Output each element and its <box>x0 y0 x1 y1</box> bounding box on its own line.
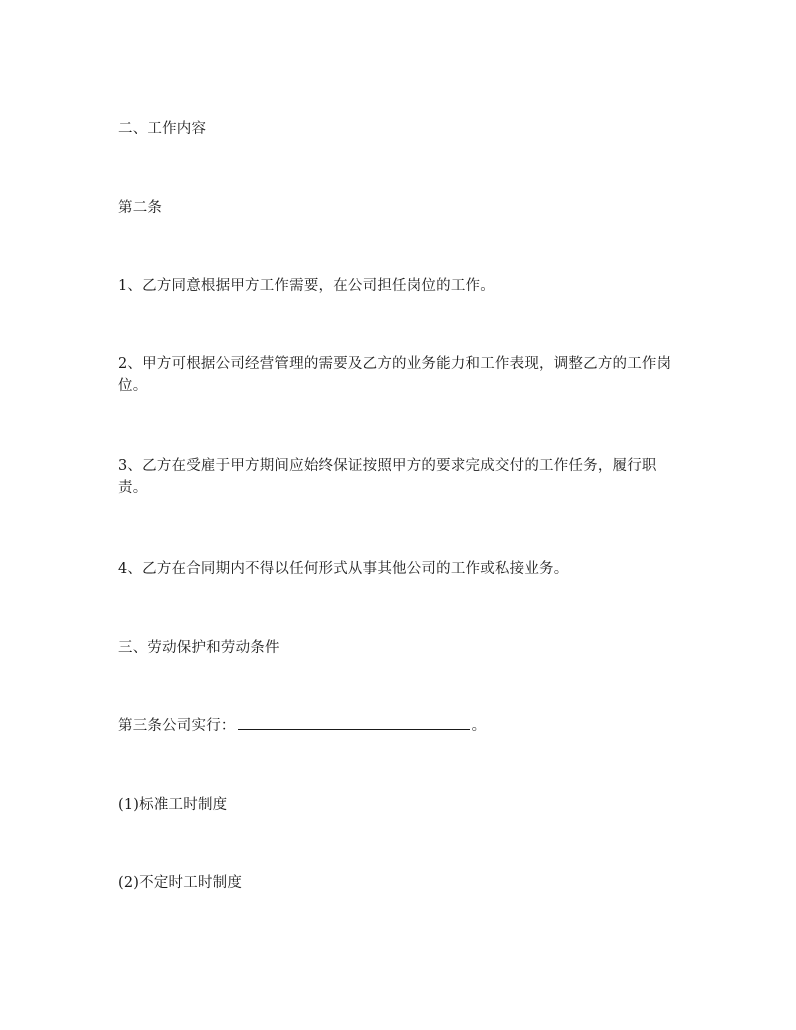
article-three-suffix: 。 <box>471 718 487 734</box>
article-two-item-3: 3、乙方在受雇于甲方期间应始终保证按照甲方的要求完成交付的工作任务，履行职责。 <box>118 458 657 496</box>
option-standard-hours: (1)标准工时制度 <box>118 797 228 813</box>
article-two-item-2: 2、甲方可根据公司经营管理的需要及乙方的业务能力和工作表现，调整乙方的工作岗位。 <box>118 356 672 394</box>
section-two-heading: 二、工作内容 <box>118 121 207 137</box>
section-three-heading: 三、劳动保护和劳动条件 <box>118 640 280 656</box>
article-three-prefix: 第三条公司实行： <box>118 718 236 734</box>
article-two-item-1: 1、乙方同意根据甲方工作需要，在公司担任岗位的工作。 <box>118 278 495 294</box>
option-flexible-hours: (2)不定时工时制度 <box>118 875 243 891</box>
article-three-line <box>118 715 678 737</box>
article-two-item-4: 4、乙方在合同期内不得以任何形式从事其他公司的工作或私接业务。 <box>118 561 569 577</box>
fill-in-blank[interactable] <box>238 715 470 730</box>
article-two-label: 第二条 <box>118 200 163 216</box>
